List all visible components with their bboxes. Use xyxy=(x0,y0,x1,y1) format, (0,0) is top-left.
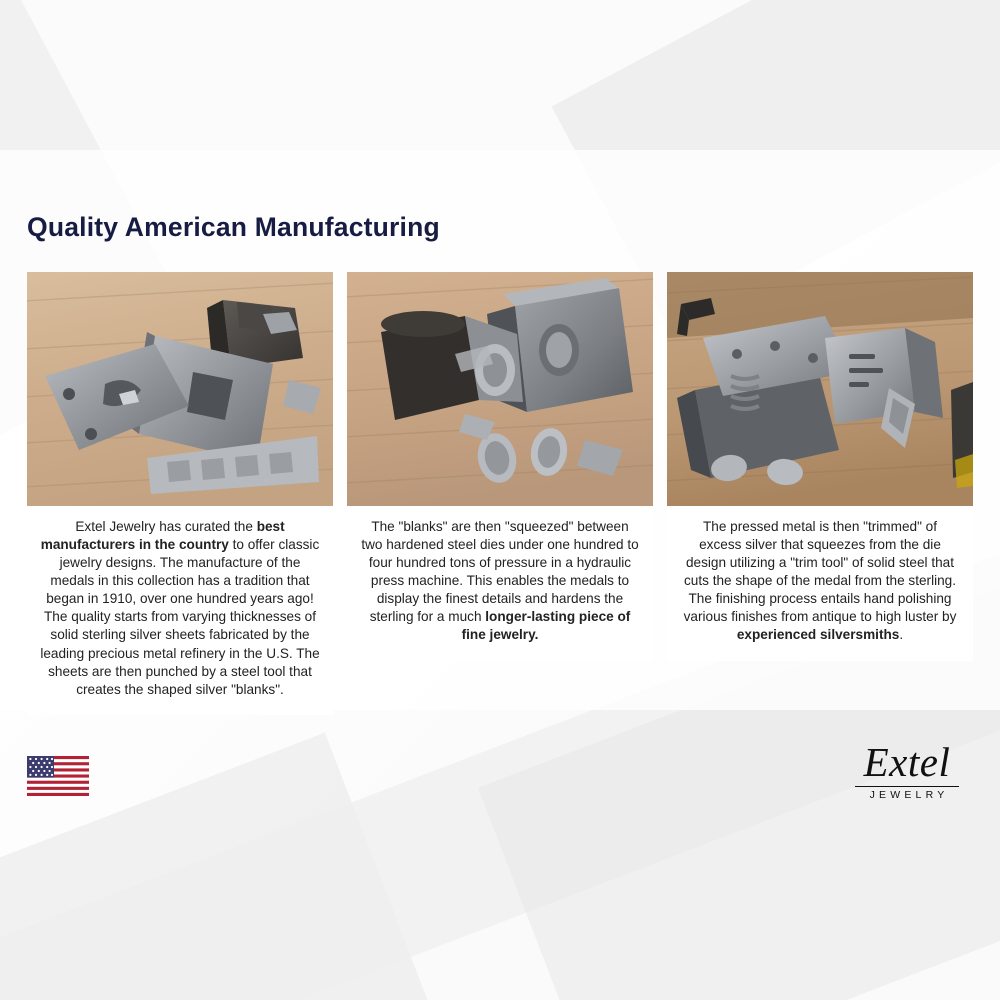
logo-subtitle: JEWELRY xyxy=(869,789,949,801)
logo-wordmark: Extel xyxy=(863,739,951,785)
trim-tool-and-pressed-medals-photo xyxy=(667,272,973,506)
logo-divider xyxy=(855,786,959,787)
manufacturing-step-2 xyxy=(347,272,653,715)
hydraulic-press-dies-photo xyxy=(347,272,653,506)
steel-dies-and-punched-silver-blanks-photo xyxy=(27,272,333,506)
manufacturing-step-1-caption: Extel Jewelry has curated the best manufacturers in the country to offer classic jewelry designs. The manufacture of the medals in this collection has a tradition that began in 1910, over one hundred years ago! The quality starts from varying thicknesses of solid sterling silver sheets fabricated by the leading precious metal refinery in the U.S. The sheets are then punched by a steel tool that creates the shaped silver "blanks". xyxy=(27,506,333,715)
manufacturing-step-2-caption: The "blanks" are then "squeezed" between two hardened steel dies under one hundred to four hundred tons of pressure in a hydraulic press machine. This enables the medals to display the finest details and hardens the sterling for a much longer-lasting piece of fine jewelry. xyxy=(347,506,653,661)
manufacturing-steps-row xyxy=(27,272,973,715)
manufacturing-step-1 xyxy=(27,272,333,715)
manufacturing-step-3-caption: The pressed metal is then "trimmed" of excess silver that squeezes from the die design utilizing a "trim tool" of solid steel that cuts the shape of the medal from the sterling. The finishing process entails hand polishing various finishes from antique to high luster by experienced silversmiths. xyxy=(667,506,973,661)
manufacturing-step-3 xyxy=(667,272,973,715)
united-states-flag-icon xyxy=(27,756,89,796)
extel-jewelry-logo xyxy=(842,739,972,801)
page-title: Quality American Manufacturing xyxy=(27,212,440,242)
